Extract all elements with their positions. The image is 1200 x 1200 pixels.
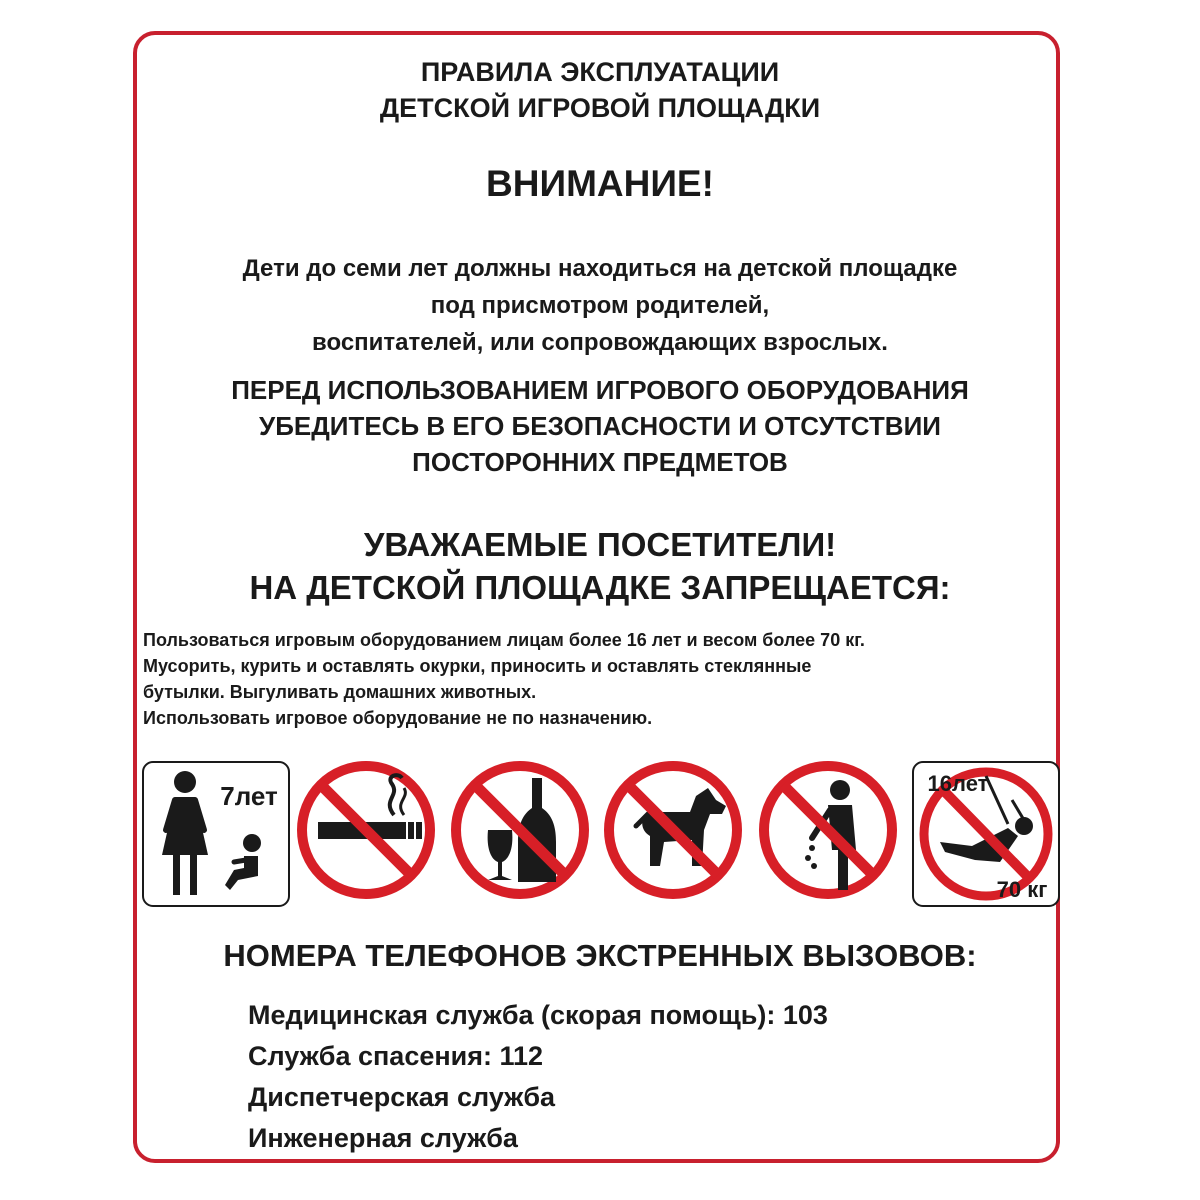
check-notice-line: УБЕДИТЕСЬ В ЕГО БЕЗОПАСНОСТИ И ОТСУТСТВИИ [259,411,941,441]
rule-line: бутылки. Выгуливать домашних животных. [143,682,537,702]
age-label: 7лет [220,781,278,811]
rule-line: Мусорить, курить и оставлять окурки, приносить и оставлять стеклянные [143,656,812,676]
phone-entry: Служба спасения: 112 [248,1041,544,1071]
phone-entry: Медицинская служба (скорая помощь): 103 [248,1000,828,1030]
swing-weight-label: 70 кг [996,877,1048,902]
swing-limit-icon [913,762,1059,906]
no-smoking-icon [302,766,430,894]
rule-line: Использовать игровое оборудование не по назначению. [143,708,653,728]
no-littering-icon [764,766,892,894]
attention-heading: ВНИМАНИЕ! [486,163,714,204]
adult-with-child-icon [143,762,289,906]
swing-age-label: 16лет [927,771,989,796]
phone-entry: Инженерная служба [248,1123,518,1153]
visitors-heading-line: УВАЖАЕМЫЕ ПОСЕТИТЕЛИ! [363,526,837,563]
title-line: ПРАВИЛА ЭКСПЛУАТАЦИИ [420,57,780,87]
phones-heading: НОМЕРА ТЕЛЕФОНОВ ЭКСТРЕННЫХ ВЫЗОВОВ: [223,938,977,973]
kids-notice-line: Дети до семи лет должны находиться на детской площадке [242,255,958,282]
kids-notice-line: воспитателей, или сопровождающих взрослых. [312,329,888,356]
rule-line: Пользоваться игровым оборудованием лицам более 16 лет и весом более 70 кг. [143,630,865,650]
visitors-heading-line: НА ДЕТСКОЙ ПЛОЩАДКЕ ЗАПРЕЩАЕТСЯ: [249,569,951,606]
no-dogs-icon [609,766,737,894]
kids-notice-line: под присмотром родителей, [430,292,770,319]
check-notice-line: ПЕРЕД ИСПОЛЬЗОВАНИЕМ ИГРОВОГО ОБОРУДОВАНИЯ [231,375,969,405]
check-notice-line: ПОСТОРОННИХ ПРЕДМЕТОВ [412,447,788,477]
phone-entry: Диспетчерская служба [248,1082,556,1112]
no-alcohol-icon [456,766,584,894]
title-line: ДЕТСКОЙ ИГРОВОЙ ПЛОЩАДКИ [379,93,821,123]
phones-list [248,995,828,1159]
